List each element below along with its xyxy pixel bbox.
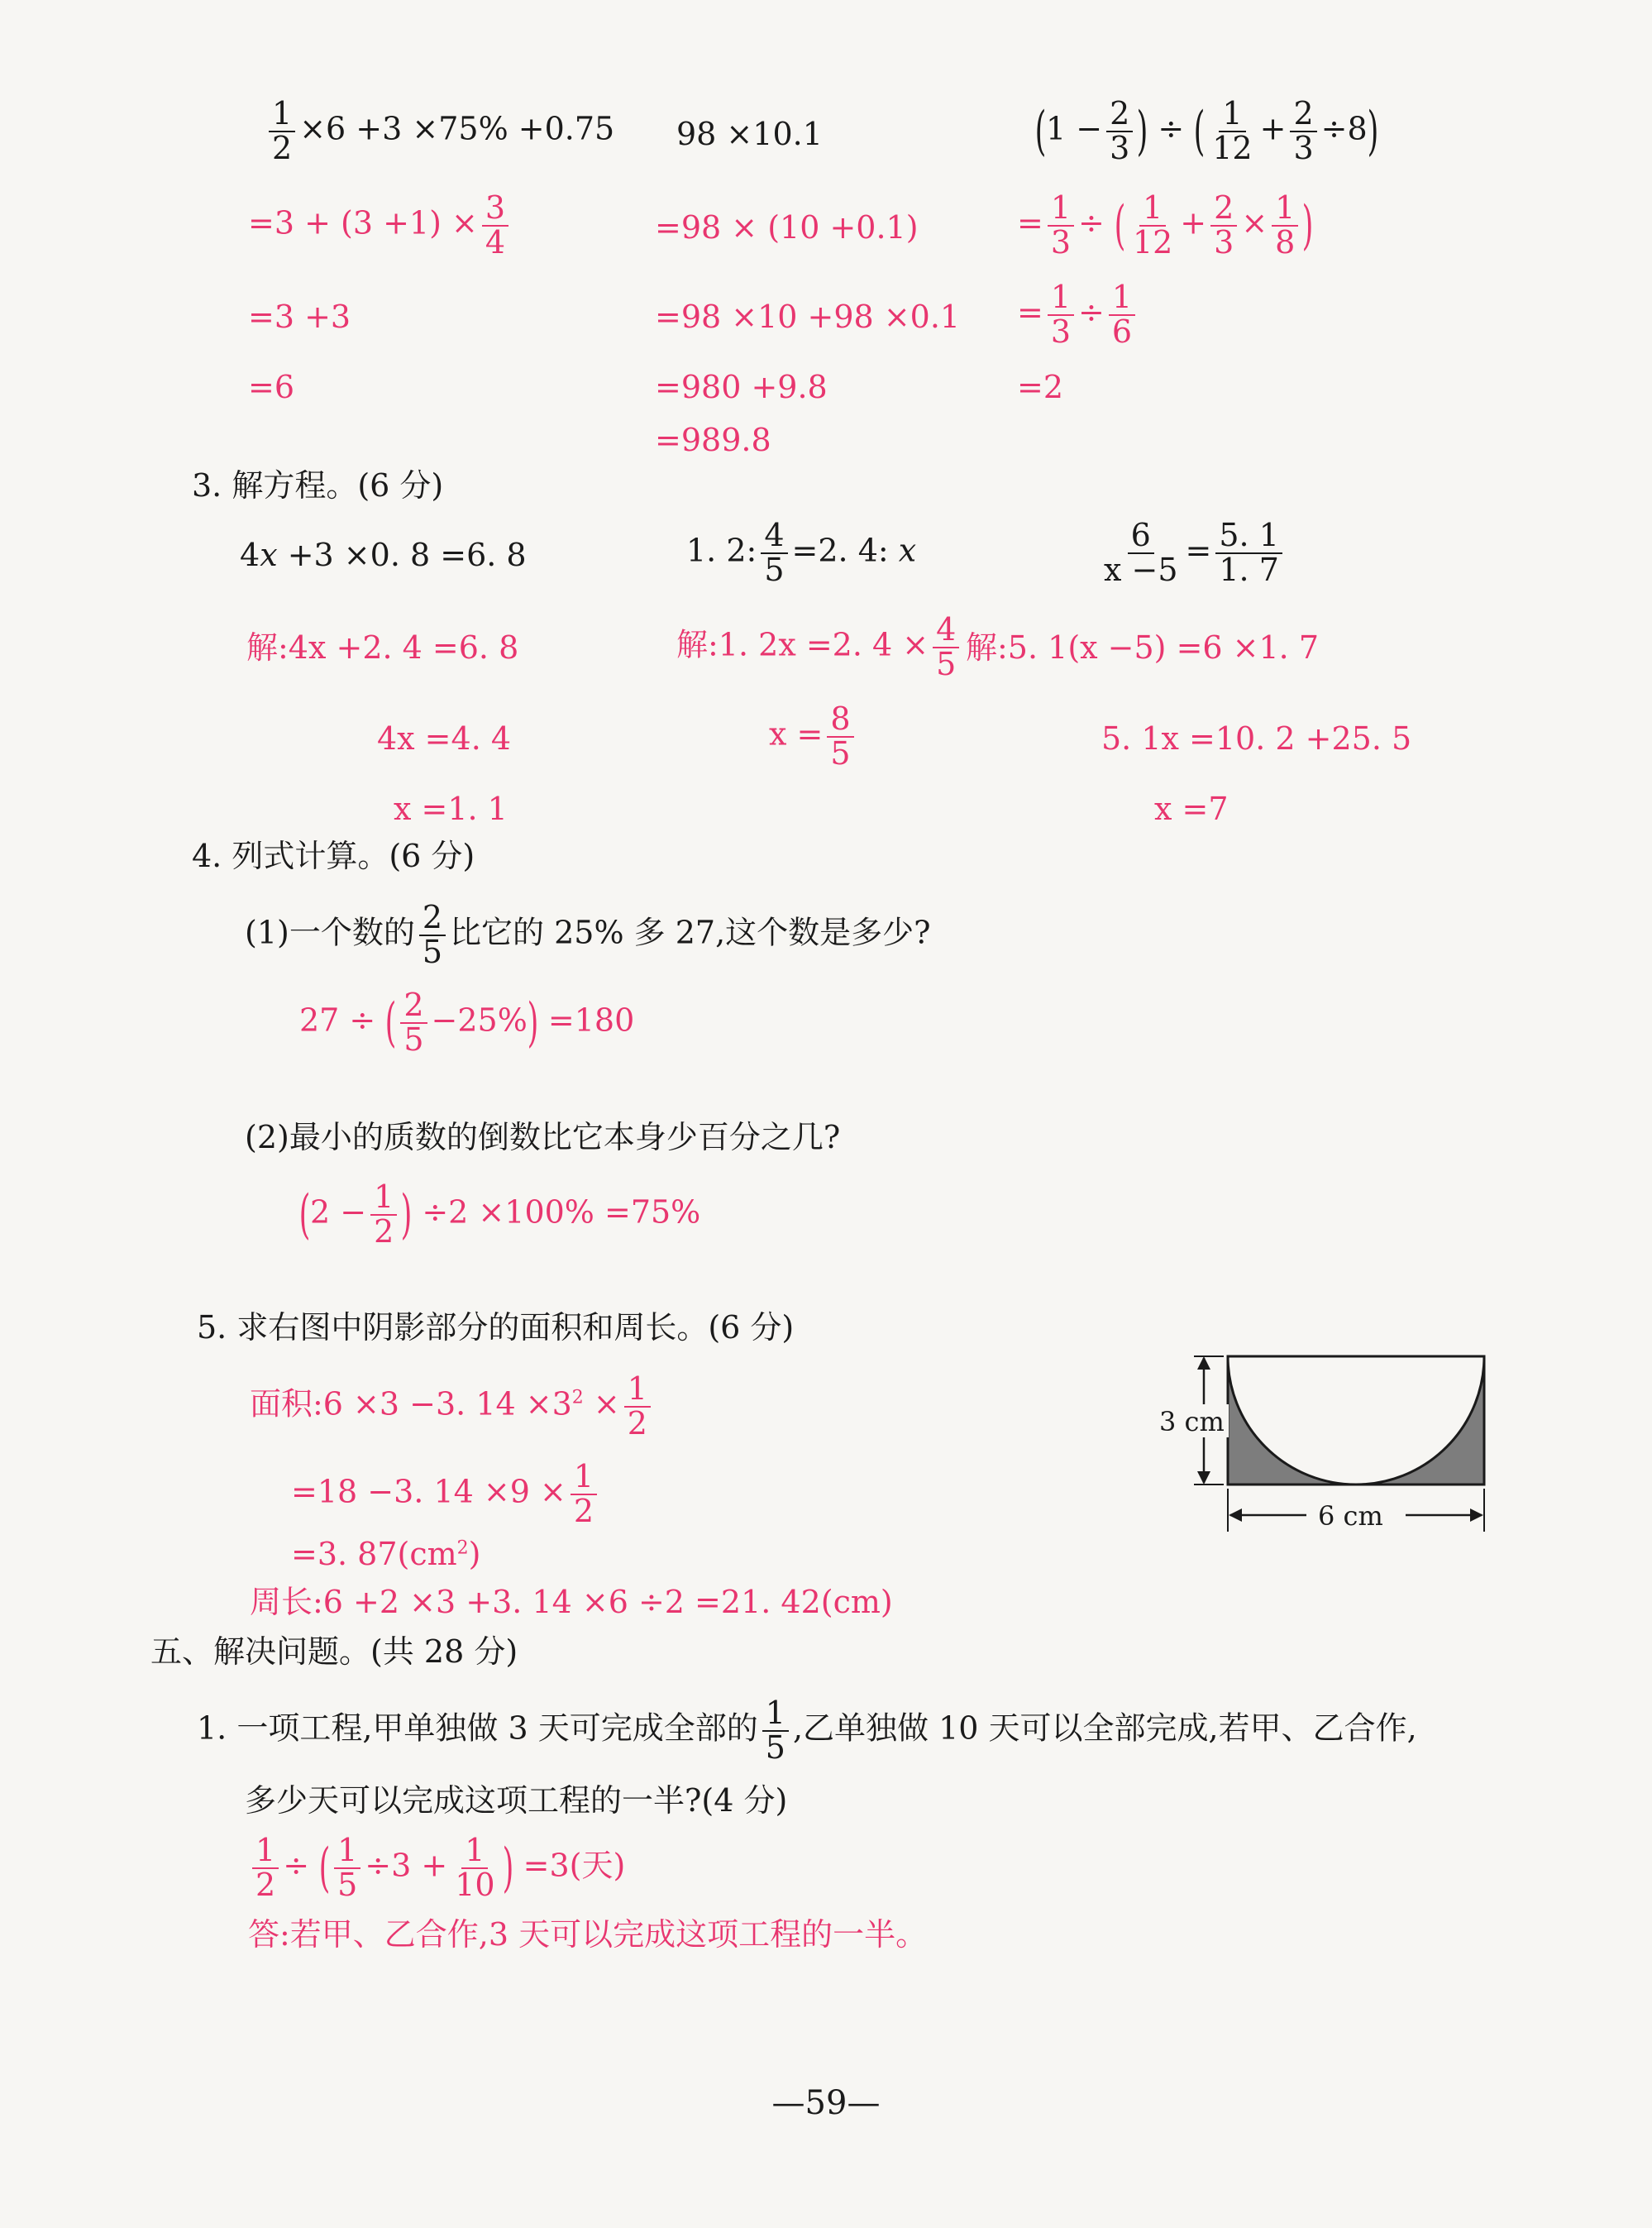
calc-3-s1-times: × [1241, 204, 1268, 241]
calc-1-step-3: =6 [248, 369, 295, 405]
frac-den: 2 [272, 129, 293, 166]
frac-num: 1 [370, 1181, 397, 1216]
sec4-q2: (2)最小的质数的倒数比它本身少百分之几? [245, 1119, 841, 1155]
frac-num: 4 [761, 519, 787, 554]
calc-2-step-2: =98 ×10 +98 ×0.1 [655, 299, 961, 335]
sec5-l2-a: =18 −3. 14 ×9 × [291, 1473, 566, 1510]
frac-den: 1. 7 [1219, 551, 1279, 588]
frac-num: 1 [269, 98, 295, 132]
calc-1-step-1 [248, 189, 513, 261]
frac-den: x −5 [1104, 551, 1178, 588]
frac-num: 1 [1048, 192, 1074, 227]
eq-2-step-2 [769, 700, 858, 772]
sec5-area-line-1 [250, 1370, 655, 1442]
calc-1-step-1-text: =3 + (3 +1) × [248, 204, 478, 241]
eq-1-a: 4 [240, 537, 260, 573]
calc-1-problem [265, 95, 615, 166]
frac-den: 8 [1275, 223, 1296, 261]
calc-1-step-2: =3 +3 [248, 299, 351, 335]
sec5-l1-b: × [593, 1385, 620, 1422]
part5-q1-b: ,乙单独做 10 天可以全部完成,若甲、乙合作, [792, 1709, 1417, 1747]
eq-3-eq: = [1185, 532, 1212, 569]
frac-den: 5 [403, 1021, 424, 1058]
calc-2-problem: 98 ×10.1 [676, 116, 823, 152]
page-number: —59— [771, 2084, 881, 2122]
frac-den: 4 [485, 223, 506, 261]
sec5-area-line-2 [291, 1458, 601, 1529]
frac-num: 3 [482, 192, 508, 227]
sec4-q1-a: (1)一个数的 [245, 914, 415, 951]
calc-3-problem: (1 − $\frac{2}{3}$ ) ÷ ( $\frac{1}{12}$ + $\frac{2}{3}$ ÷8) [1034, 95, 1379, 166]
eq-2-a: 1. 2: [686, 532, 757, 569]
calc-3-plus: + [1259, 110, 1287, 147]
frac-den: 3 [1050, 223, 1072, 261]
frac-num: 1 [571, 1461, 597, 1495]
frac-den: 3 [1050, 313, 1072, 350]
calc-3-step-2 [1017, 281, 1139, 349]
eq-1-step-2: 4x =4. 4 [377, 720, 512, 757]
calc-2-step-1: =98 × (10 +0.1) [655, 209, 919, 246]
frac-num: 4 [933, 614, 959, 648]
part5-a1-end: =3(天) [523, 1847, 626, 1884]
frac-den: 12 [1212, 129, 1253, 166]
frac-num: 2 [419, 901, 446, 936]
part5-a1-mid: ÷3 + [365, 1847, 448, 1884]
sec4-a1-b: −25% [431, 1002, 528, 1039]
frac-num: 6 [1128, 519, 1154, 554]
part5-q1-line-1 [197, 1697, 1417, 1765]
frac-num: 5. 1 [1215, 519, 1282, 554]
frac-num: 1 [461, 1834, 488, 1869]
sec4-a1-c: =180 [547, 1002, 635, 1039]
shaded-region-figure [1141, 1340, 1505, 1538]
frac-num: 1 [624, 1373, 651, 1408]
sec4-a2-a: 2 − [309, 1193, 367, 1231]
eq-3-step-1: 解:5. 1(x −5) =6 ×1. 7 [966, 629, 1320, 666]
frac-den: 5 [765, 1728, 785, 1766]
frac-den: 12 [1132, 223, 1173, 261]
frac-num: 1 [1139, 192, 1166, 227]
eq-1-problem [240, 539, 527, 571]
calc-3-text-a: 1 − [1045, 110, 1103, 147]
frac-den: 5 [830, 734, 851, 772]
frac-den: 3 [1214, 223, 1234, 261]
calc-2-step-4: =989.8 [655, 422, 771, 458]
calc-2-step-3: =980 +9.8 [655, 369, 828, 405]
frac-num: 1 [334, 1834, 360, 1869]
eq-1-step-1: 解:4x +2. 4 =6. 8 [246, 629, 519, 666]
frac-num: 1 [1109, 281, 1135, 316]
frac-den: 6 [1111, 313, 1133, 350]
part5-answer: 答:若甲、乙合作,3 天可以完成这项工程的一半。 [248, 1916, 928, 1953]
height-arrowhead-top [1197, 1356, 1210, 1370]
part5-a1-div: ÷ [283, 1847, 310, 1884]
height-arrowhead-bottom [1197, 1471, 1210, 1485]
height-label: 3 cm [1159, 1406, 1225, 1437]
frac-num: 1 [252, 1834, 279, 1869]
width-arrowhead-right [1470, 1508, 1483, 1522]
section-3-title: 3. 解方程。(6 分) [192, 467, 444, 504]
frac-num: 1 [1272, 192, 1298, 227]
frac-num: 2 [1210, 192, 1237, 227]
sec5-l1-a: 面积:6 ×3 −3. 14 ×3 [250, 1385, 572, 1422]
frac-num: 1 [1048, 281, 1074, 316]
calc-3-s1-plus: + [1180, 204, 1207, 241]
eq-2-c: =2. 4: [791, 532, 889, 569]
frac-den: 5 [422, 933, 443, 970]
frac-den: 3 [1293, 129, 1314, 166]
eq-2-problem [686, 519, 916, 587]
eq-1-step-3: x =1. 1 [394, 791, 508, 827]
sec4-a1-a: 27 ÷ [299, 1002, 376, 1039]
eq-3-step-2: 5. 1x =10. 2 +25. 5 [1101, 720, 1412, 757]
frac-den: 3 [1110, 129, 1130, 166]
frac-num: 1 [1219, 98, 1245, 132]
frac-den: 2 [573, 1492, 594, 1529]
frac-den: 10 [455, 1866, 495, 1903]
calc-3-s2-div: ÷ [1078, 294, 1105, 331]
frac-den: 2 [627, 1404, 647, 1442]
calc-3-div: ÷ [1158, 110, 1185, 147]
section-4-title: 4. 列式计算。(6 分) [192, 838, 475, 874]
eq-3-problem [1096, 519, 1287, 587]
frac-num: 1 [762, 1697, 789, 1732]
frac-num: 2 [1106, 98, 1133, 132]
frac-num: 2 [400, 989, 427, 1024]
width-label: 6 cm [1318, 1500, 1383, 1532]
sec5-l3-a: =3. 87(cm [291, 1536, 457, 1572]
sec4-a2-b: ÷2 ×100% =75% [422, 1193, 701, 1231]
eq-1-var: x [260, 537, 278, 573]
sec5-perimeter-line: 周长:6 +2 ×3 +3. 14 ×6 ÷2 =21. 42(cm) [250, 1584, 893, 1620]
calc-3-s1-eq: = [1017, 204, 1043, 241]
part5-q1-line-2: 多少天可以完成这项工程的一半?(4 分) [245, 1782, 788, 1819]
sec4-a1: 27 ÷ ( $\frac{2}{5}$ −25%) =180 [299, 987, 635, 1058]
sec5-l1-sup: 2 [571, 1387, 584, 1408]
width-arrowhead-left [1229, 1508, 1242, 1522]
eq-2-s2-text: x = [769, 715, 824, 753]
eq-2-s1-text: 解:1. 2x =2. 4 × [676, 626, 929, 663]
sec5-area-line-3 [291, 1538, 481, 1570]
eq-3-step-3: x =7 [1154, 791, 1229, 827]
part5-a1-formula: $\frac{1}{2}$ ÷ ( $\frac{1}{5}$ ÷3 + $\frac{1}{10}$ ) =3(天) [248, 1834, 625, 1902]
frac-num: 2 [1290, 98, 1316, 132]
frac-den: 2 [374, 1212, 394, 1250]
section-5-title: 5. 求右图中阴影部分的面积和周长。(6 分) [197, 1309, 795, 1346]
eq-2-step-1 [676, 611, 963, 682]
part-5-title: 五、解决问题。(共 28 分) [150, 1633, 518, 1670]
frac-num: 8 [827, 703, 853, 738]
calc-3-step-3: =2 [1017, 369, 1064, 405]
eq-1-c: +3 ×0. 8 =6. 8 [277, 537, 527, 573]
frac-den: 5 [337, 1866, 358, 1903]
calc-3-s1-div: ÷ [1078, 204, 1105, 241]
sec5-l3-sup: 2 [456, 1537, 469, 1559]
frac-den: 5 [764, 551, 785, 588]
sec4-a2: (2 − $\frac{1}{2}$ ) ÷2 ×100% =75% [298, 1179, 701, 1250]
part5-q1-a: 1. 一项工程,甲单独做 3 天可完成全部的 [197, 1709, 758, 1747]
sec5-l3-b: ) [468, 1536, 481, 1572]
calc-1-problem-rest: ×6 +3 ×75% +0.75 [299, 110, 615, 147]
frac-den: 5 [936, 645, 957, 682]
calc-3-s2-eq: = [1017, 294, 1043, 331]
sec4-q1 [245, 901, 931, 969]
calc-3-tail: ÷8 [1320, 110, 1368, 147]
eq-2-var: x [898, 532, 917, 569]
calc-3-step-1: = $\frac{1}{3}$ ÷ ( $\frac{1}{12}$ + $\frac{2}{3}$ × $\frac{1}{8}$ ) [1017, 189, 1314, 261]
sec4-q1-b: 比它的 25% 多 27,这个数是多少? [450, 914, 931, 951]
frac-den: 2 [255, 1866, 276, 1903]
